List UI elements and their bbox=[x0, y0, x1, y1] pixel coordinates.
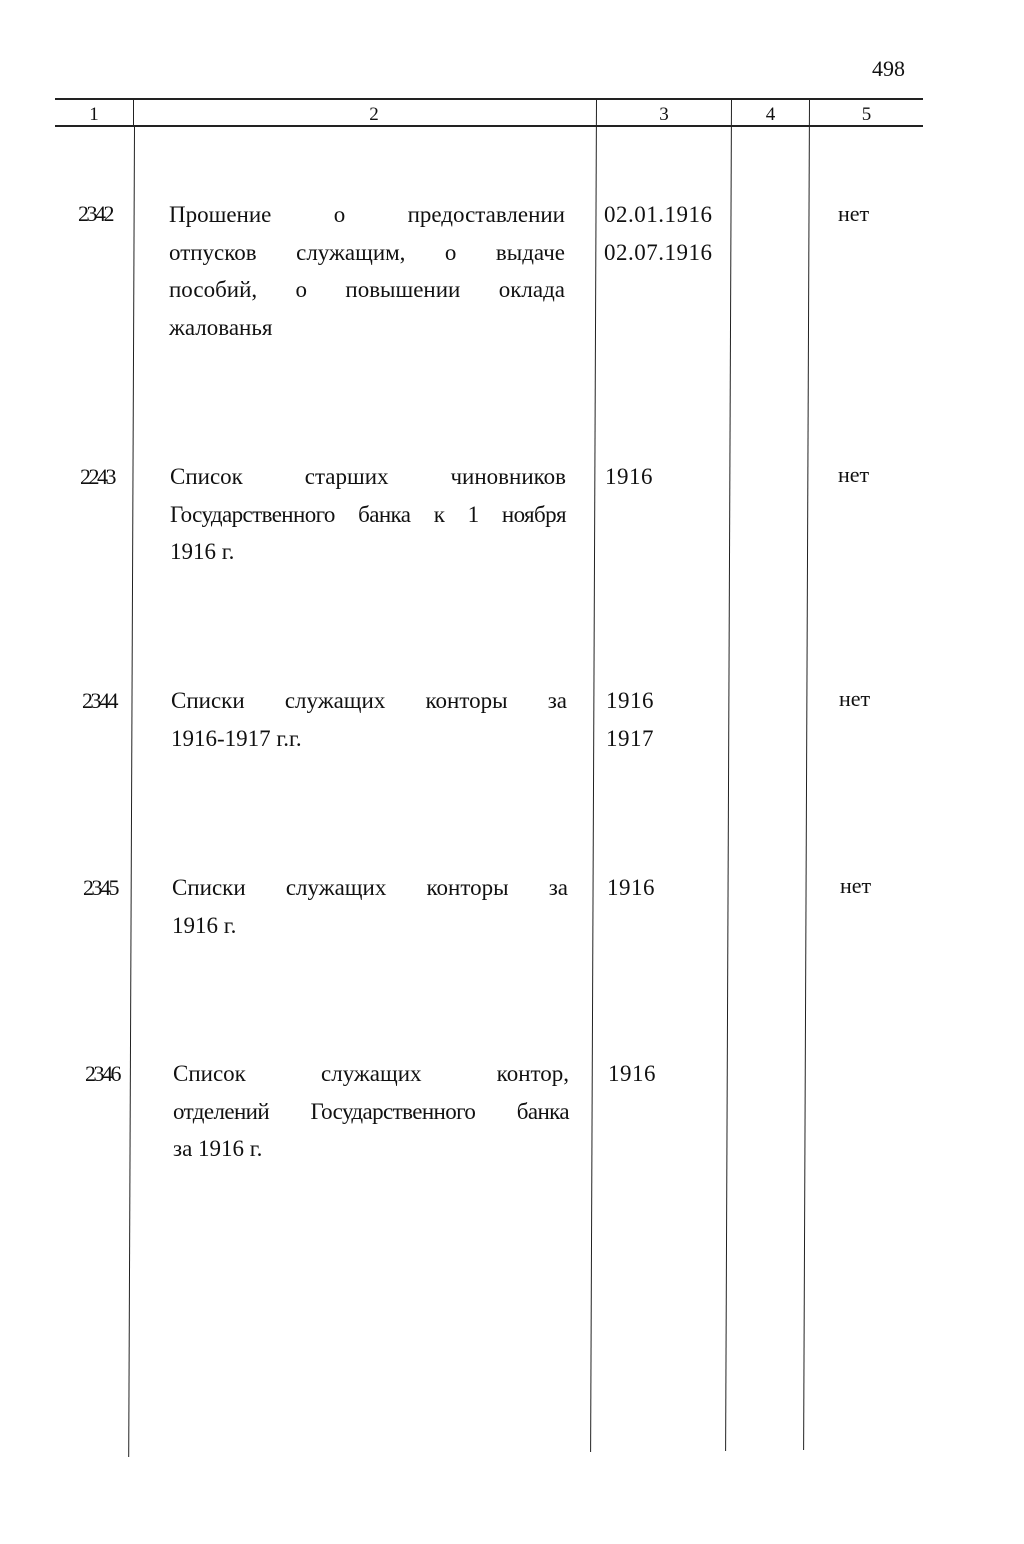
item-number: 2345 bbox=[83, 875, 117, 900]
column-divider-4-5 bbox=[803, 99, 810, 1450]
header-col-4: 4 bbox=[765, 104, 776, 125]
table-top-rule bbox=[55, 98, 923, 100]
column-divider-1-2-body bbox=[128, 127, 135, 1457]
item-dates: 1916 1917 bbox=[606, 688, 654, 751]
item-note: нет bbox=[839, 686, 871, 711]
item-note: нет bbox=[838, 201, 870, 226]
item-number: 2346 bbox=[85, 1061, 119, 1086]
item-number: 2342 bbox=[78, 201, 112, 226]
column-divider-2-3 bbox=[590, 99, 597, 1452]
header-col-1: 1 bbox=[89, 104, 99, 125]
item-dates: 1916 bbox=[607, 875, 655, 900]
header-col-5: 5 bbox=[861, 104, 872, 125]
item-description: Список служащих контор, отделений Государственного банка за 1916 г. bbox=[173, 1061, 569, 1161]
page-number: 498 bbox=[872, 56, 905, 81]
item-description: Списки служащих конторы за 1916-1917 г.г. bbox=[171, 688, 567, 751]
item-number: 2344 bbox=[82, 688, 116, 713]
header-col-2: 2 bbox=[369, 104, 379, 125]
item-dates: 02.01.1916 02.07.1916 bbox=[604, 202, 713, 265]
header-col-3: 3 bbox=[659, 104, 669, 125]
item-note: нет bbox=[840, 873, 872, 898]
item-note: нет bbox=[838, 462, 870, 487]
item-dates: 1916 bbox=[605, 464, 653, 489]
item-description: Списки служащих конторы за 1916 г. bbox=[172, 875, 568, 938]
column-divider-3-4 bbox=[725, 99, 732, 1451]
item-number: 2243 bbox=[80, 464, 114, 489]
item-description: Список старших чиновников Государственного банка к 1 ноября 1916 г. bbox=[170, 464, 566, 564]
item-dates: 1916 bbox=[608, 1061, 656, 1086]
item-description: Прошение о предоставлении отпусков служащим, о выдаче пособий, о повышении оклада жалованья bbox=[169, 202, 565, 340]
